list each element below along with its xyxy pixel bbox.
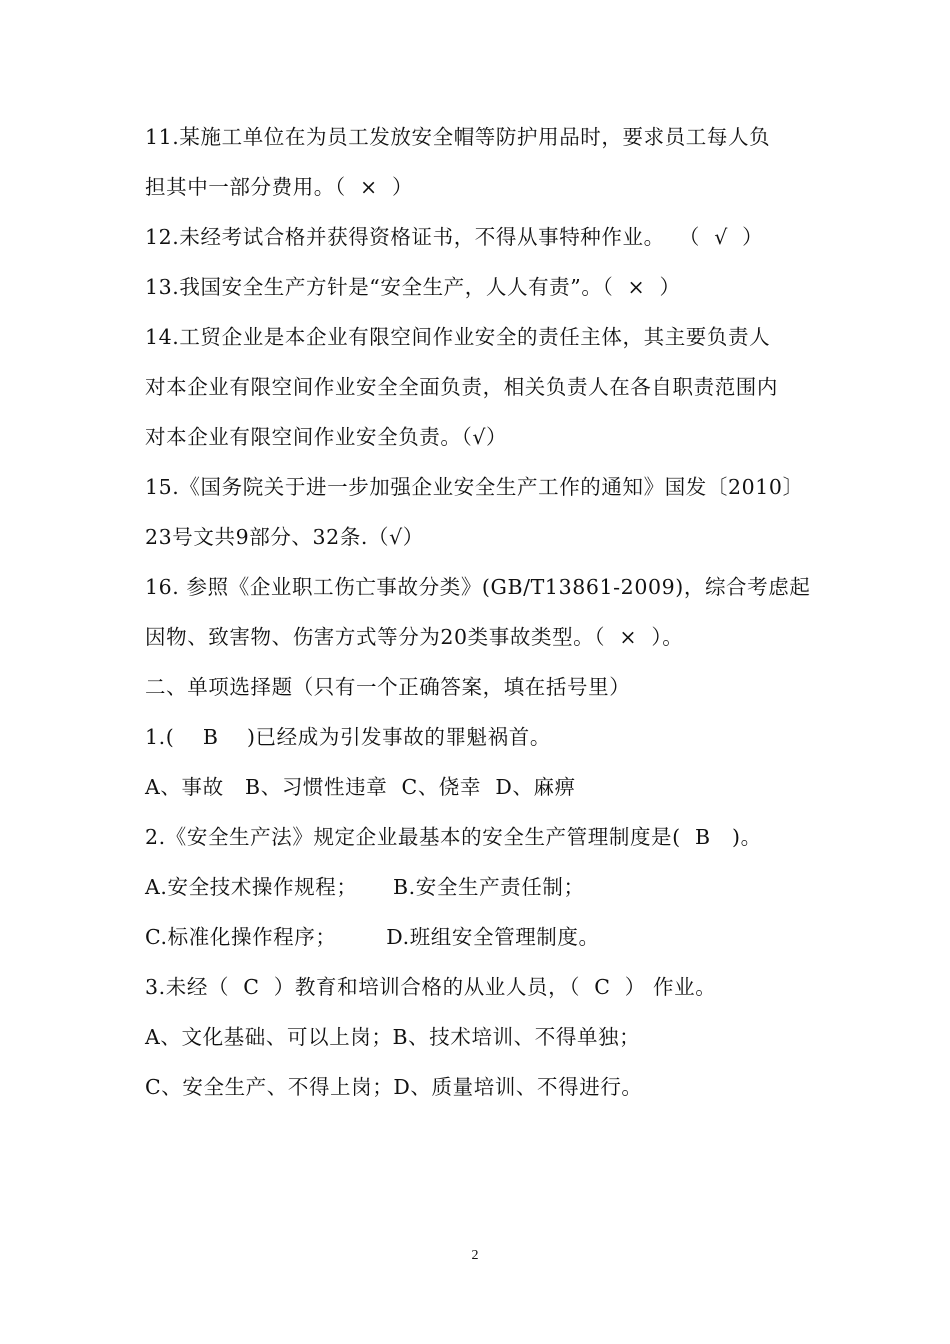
choice-question-3: 3.未经（ C ）教育和培训合格的从业人员，（ C ） 作业。: [145, 975, 717, 999]
choice-question-2: 2.《安全生产法》规定企业最基本的安全生产管理制度是( B )。: [145, 825, 762, 849]
question-11-line-1: 11.某施工单位在为员工发放安全帽等防护用品时，要求员工每人负: [145, 125, 771, 149]
question-14-line-2: 对本企业有限空间作业安全全面负责，相关负责人在各自职责范围内: [145, 375, 778, 399]
choice-question-2-options-ab: A.安全技术操作规程； B.安全生产责任制；: [145, 875, 585, 899]
question-15-line-1: 15.《国务院关于进一步加强企业安全生产工作的通知》国发〔2010〕: [145, 475, 804, 499]
choice-question-1-options: A、事故 B、习惯性违章 C、侥幸 D、麻痹: [145, 775, 576, 799]
question-14-line-1: 14.工贸企业是本企业有限空间作业安全的责任主体，其主要负责人: [145, 325, 771, 349]
question-14-line-3: 对本企业有限空间作业安全负责。（√）: [145, 425, 508, 449]
choice-question-3-options-ab: A、文化基础、可以上岗；B、技术培训、不得单独；: [145, 1025, 641, 1049]
page-number: 2: [471, 1248, 479, 1263]
question-16-line-2: 因物、致害物、伤害方式等分为20类事故类型。（ × ）。: [145, 625, 684, 649]
choice-question-1: 1.( B )已经成为引发事故的罪魁祸首。: [145, 725, 551, 749]
question-12: 12.未经考试合格并获得资格证书，不得从事特种作业。 （ √ ）: [145, 225, 764, 249]
section-heading: 二、单项选择题（只有一个正确答案，填在括号里）: [145, 675, 631, 699]
choice-question-3-options-cd: C、安全生产、不得上岗；D、质量培训、不得进行。: [145, 1075, 643, 1099]
choice-question-2-options-cd: C.标准化操作程序； D.班组安全管理制度。: [145, 925, 600, 949]
question-16-line-1: 16. 参照《企业职工伤亡事故分类》(GB/T13861-2009)，综合考虑起: [145, 575, 811, 599]
question-15-line-2: 23号文共9部分、32条.（√）: [145, 525, 424, 549]
document-body: [145, 112, 825, 1112]
question-13: 13.我国安全生产方针是“安全生产，人人有责”。（ × ）: [145, 275, 681, 299]
question-11-line-2: 担其中一部分费用。（ × ）: [145, 175, 414, 199]
